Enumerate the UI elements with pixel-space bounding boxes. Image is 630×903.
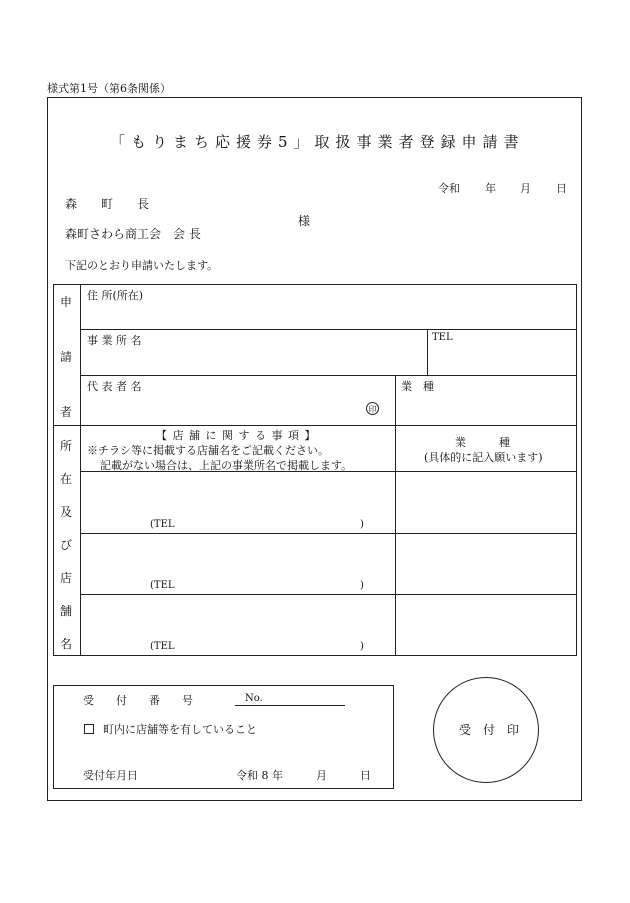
stores-side-label-4: び	[60, 538, 73, 552]
address-label: 住 所(所在)	[87, 289, 144, 302]
stores-side-label-2: 在	[60, 472, 73, 486]
reception-date-value: 令和 8 年 月 日	[236, 769, 371, 782]
stores-side-label-3: 及	[60, 505, 73, 519]
stores-header: 【 店 舗 に 関 す る 事 項 】	[156, 429, 317, 442]
date-month: 月	[520, 182, 531, 195]
checkbox-icon	[84, 724, 94, 734]
date-era: 令和	[438, 182, 460, 195]
recipient-chamber: 森町さわら商工会 会 長	[65, 227, 201, 241]
tel-label: TEL	[432, 332, 453, 343]
applicant-side-label-1: 申	[60, 295, 73, 309]
date-year: 年	[485, 182, 496, 195]
recipient-mayor: 森 町 長	[65, 197, 150, 211]
store-row-3-tel-close: )	[360, 641, 364, 652]
applicant-side-label-2: 請	[60, 350, 73, 364]
store-row-1-tel-open: (TEL	[150, 519, 175, 530]
representative-label: 代 表 者 名	[87, 380, 142, 393]
store-row-3-tel-open: (TEL	[150, 641, 175, 652]
stores-side-label-1: 所	[60, 439, 73, 453]
industry-label: 業 種	[401, 380, 434, 393]
store-row-2-tel-close: )	[360, 580, 364, 591]
store-row-2-tel-open: (TEL	[150, 580, 175, 591]
store-row-1-tel-close: )	[360, 519, 364, 530]
seal-stamp-icon: 印	[366, 402, 379, 415]
reception-number-label: 受 付 番 号	[83, 694, 193, 707]
reception-number-prefix: No.	[245, 693, 263, 704]
form-title: 「もりまち応援券5」取扱事業者登録申請書	[110, 133, 525, 151]
reception-seal-label: 受 付 印	[459, 723, 520, 737]
recipient-sama: 様	[298, 214, 311, 228]
stores-note-2: 記載がない場合は、上記の事業所名で掲載します。	[100, 459, 353, 472]
reception-checkbox-label: 町内に店舗等を有していること	[103, 723, 257, 736]
business-name-label: 事 業 所 名	[87, 334, 142, 347]
date-day: 日	[556, 182, 567, 195]
stores-side-label-6: 舗	[60, 604, 73, 618]
reception-number-underline	[235, 705, 345, 706]
stores-note-1: ※チラシ等に掲載する店舗名をご記載ください。	[87, 444, 329, 457]
stores-side-label-7: 名	[60, 637, 73, 651]
form-number: 様式第1号（第6条関係）	[47, 82, 171, 95]
stores-industry-sub: (具体的に記入願います)	[424, 451, 543, 464]
stores-side-label-5: 店	[60, 571, 73, 585]
stores-industry-header: 業 種	[455, 436, 510, 449]
reception-date-label: 受付年月日	[83, 769, 138, 782]
intro-text: 下記のとおり申請いたします。	[65, 259, 219, 272]
applicant-side-label-3: 者	[60, 405, 73, 419]
